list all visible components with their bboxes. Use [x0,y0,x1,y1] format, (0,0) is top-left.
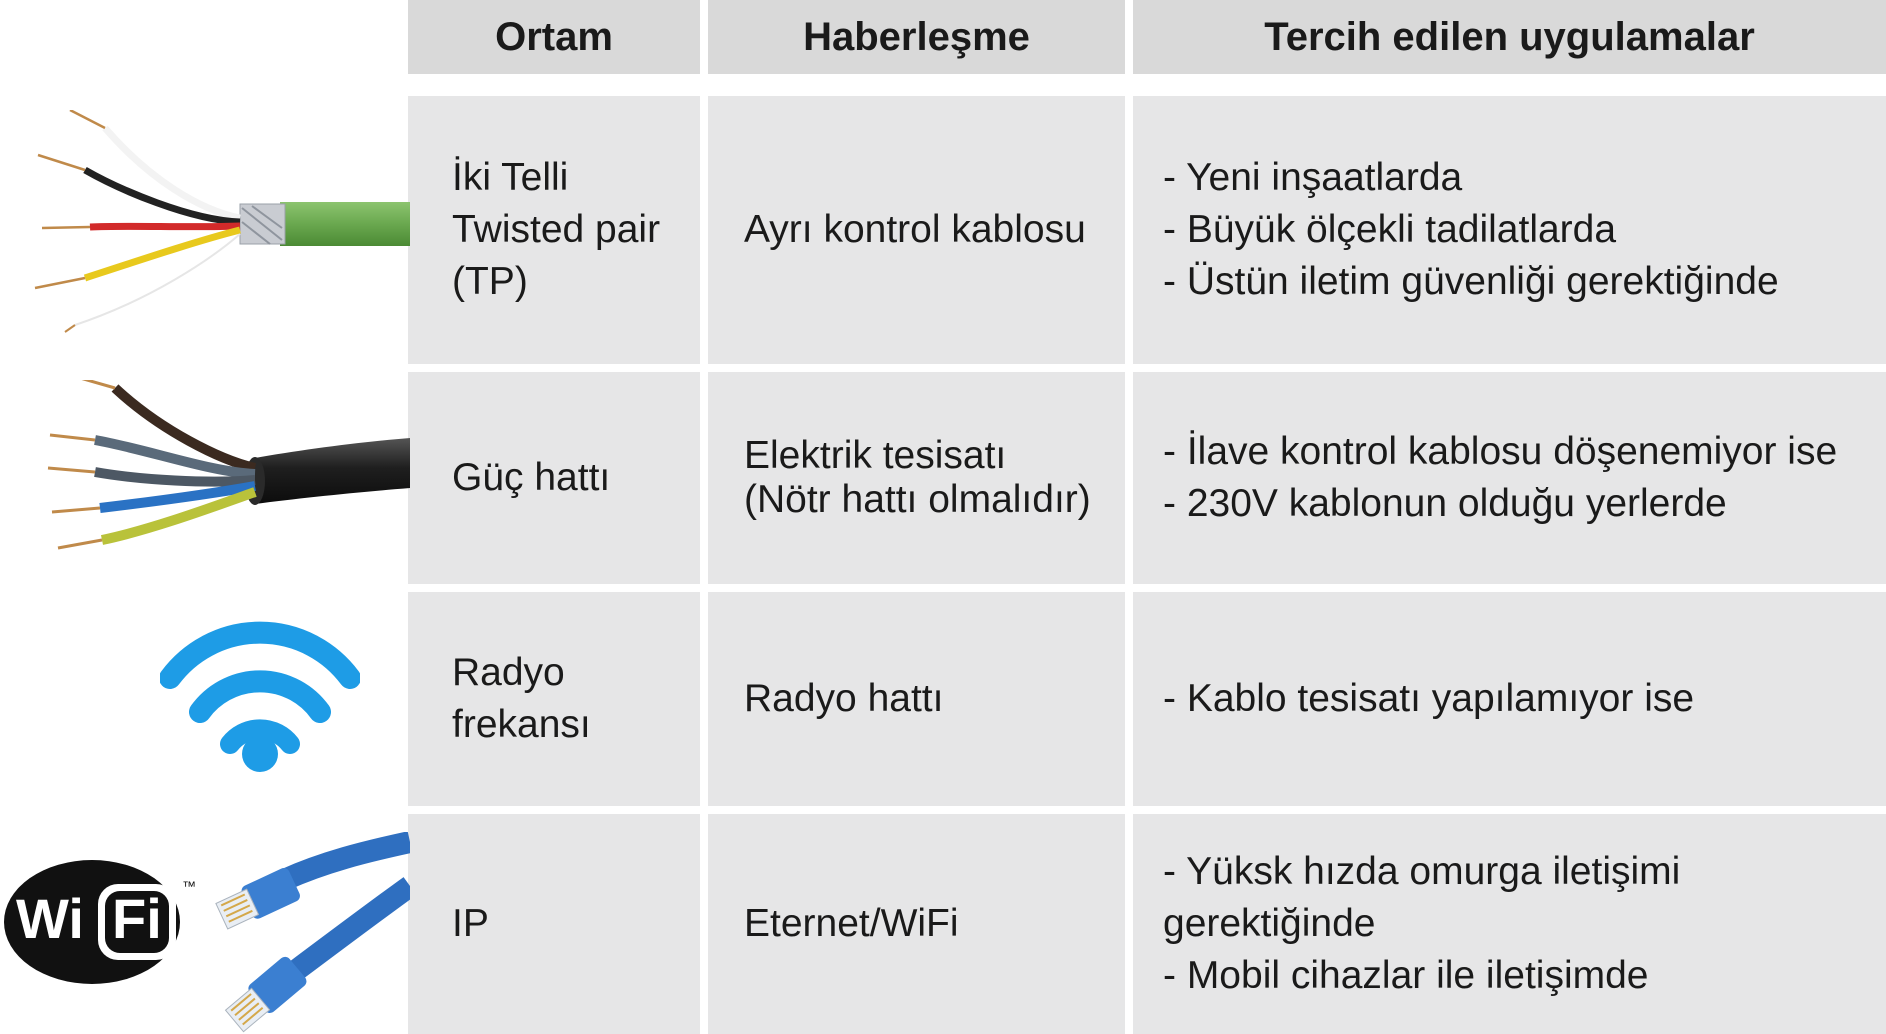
power-cable-icon [40,380,410,560]
row-4-communication-line-1: Eternet/WiFi [744,902,959,945]
wifi-logo-text-left: Wi [16,887,84,950]
row-4-applications [1133,814,1886,1034]
row-3-communication-line-1: Radyo hattı [744,677,944,720]
row-1-application-1: - Yeni inşaatlarda [1163,156,1463,199]
row-3-medium-line-2: frekansı [452,703,591,746]
row-4-medium [408,814,700,1034]
row-1-communication-line-1: Ayrı kontrol kablosu [744,208,1086,251]
wifi-logo-tm: ™ [182,878,196,894]
wifi-logo-icon [2,858,212,986]
row-4-medium-line-1: IP [452,902,489,945]
row-2-medium [408,372,700,584]
row-1-applications [1133,96,1886,364]
row-1-medium-line-2: Twisted pair [452,208,661,251]
row-2-communication-line-2: (Nötr hattı olmalıdır) [744,478,1091,521]
row-3-medium-line-1: Radyo [452,651,565,694]
row-3-medium [408,592,700,806]
row-3-applications [1133,592,1886,806]
row-1-application-3: - Üstün iletim güvenliği gerektiğinde [1163,260,1779,303]
row-2-application-2: - 230V kablonun olduğu yerlerde [1163,482,1727,525]
row-1-medium-line-3: (TP) [452,260,528,303]
row-1-communication [708,96,1125,364]
wireless-signal-icon [160,620,360,780]
row-4-application-3: - Mobil cihazlar ile iletişimde [1163,954,1649,997]
wifi-logo-text-right: Fi [112,887,162,950]
row-2-application-1: - İlave kontrol kablosu döşenemiyor ise [1163,430,1838,473]
row-4-application-1: - Yüksk hızda omurga iletişimi [1163,850,1681,893]
header-ortam: Ortam [408,0,700,74]
row-2-communication [708,372,1125,584]
row-2-communication-line-1: Elektrik tesisatı [744,434,1007,477]
header-haberlesme: Haberleşme [708,0,1125,74]
row-1-medium [408,96,700,364]
row-2-medium-line-1: Güç hattı [452,456,611,499]
header-tercih-edilen-uygulamalar: Tercih edilen uygulamalar [1133,0,1886,74]
row-4-application-2: gerektiğinde [1163,902,1376,945]
twisted-pair-cable-icon [30,110,410,340]
row-4-communication [708,814,1125,1034]
row-1-medium-line-1: İki Telli [452,156,569,199]
ethernet-cable-icon [214,832,410,1034]
row-1-application-2: - Büyük ölçekli tadilatlarda [1163,208,1617,251]
row-2-applications [1133,372,1886,584]
row-3-application-1: - Kablo tesisatı yapılamıyor ise [1163,677,1695,720]
row-3-communication [708,592,1125,806]
